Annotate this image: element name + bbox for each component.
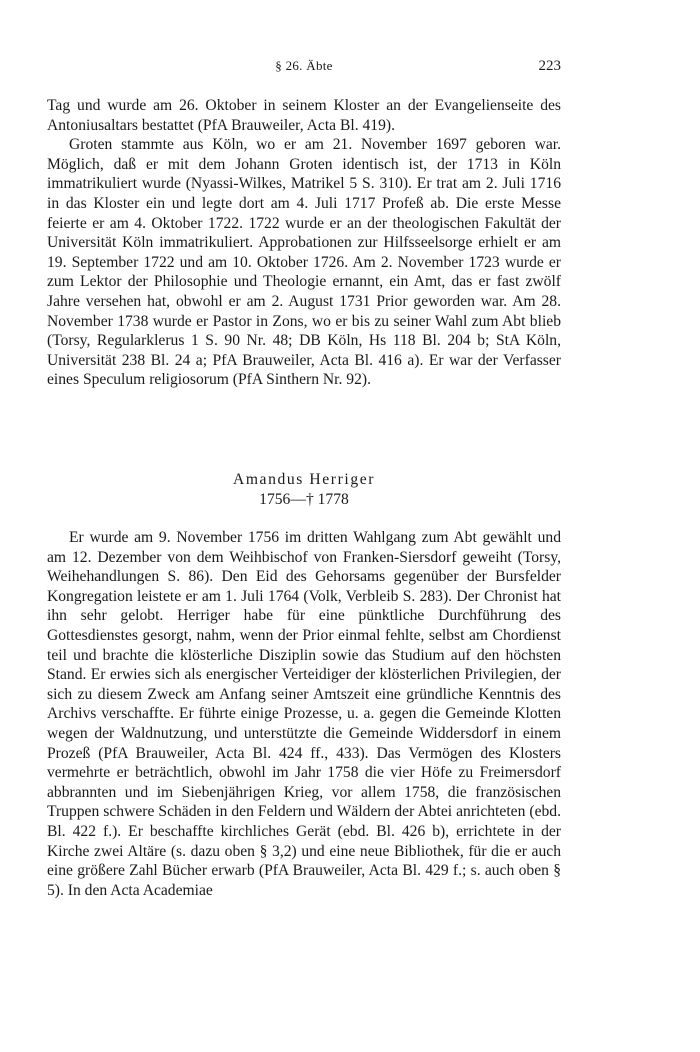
paragraph: Tag und wurde am 26. Oktober in seinem Kloster an der Evangelienseite des Antoniusaltars bestattet (PfA Brauweiler, Acta Bl. 419).: [47, 97, 561, 134]
page-number: 223: [538, 58, 561, 74]
abbot-dates: 1756—† 1778: [259, 491, 349, 508]
section-title: § 26. Äbte: [275, 58, 333, 73]
text-block-upper: [47, 96, 561, 390]
text-block-lower: [47, 528, 561, 900]
running-head: [47, 58, 561, 78]
abbot-name: Amandus Herriger: [232, 471, 376, 488]
paragraph: Groten stammte aus Köln, wo er am 21. November 1697 geboren war. Möglich, daß er mit dem Johann Groten identisch ist, der 1713 in Köln immatrikuliert wurde (Nyassi-Wilkes, Matrikel 5 S. 310). Er trat am 2. Juli 1716 in das Kloster ein und legte dort am 4. Juli 1717 Profeß ab. Die erste Messe feierte er am 4. Oktober 1722. 1722 wurde er an der theologischen Fakultät der Universität Köln immatrikuliert. Approbationen zur Hilfsseelsorge erhielt er am 19. September 1722 und am 10. Oktober 1726. Am 2. November 1723 wurde er zum Lektor der Philosophie und Theologie ernannt, ein Amt, das er fast zwölf Jahre versehen hat, obwohl er am 2. August 1731 Prior geworden war. Am 28. November 1738 wurde er Pastor in Zons, wo er bis zu seiner Wahl zum Abt blieb (Torsy, Regularklerus 1 S. 90 Nr. 48; DB Köln, Hs 118 Bl. 204 b; StA Köln, Universität 238 Bl. 24 a; PfA Brauweiler, Acta Bl. 416 a). Er war der Verfasser eines Speculum religiosorum (PfA Sinthern Nr. 92).: [47, 136, 561, 389]
paragraph: Er wurde am 9. November 1756 im dritten Wahlgang zum Abt gewählt und am 12. Dezember von dem Weihbischof von Franken-Siersdorf geweiht (Torsy, Weihehandlungen S. 86). Den Eid des Gehorsams gegenüber der Bursfelder Kongregation leistete er am 1. Juli 1764 (Volk, Verbleib S. 283). Der Chronist hat ihn sehr gelobt. Herriger habe für eine pünktliche Durchführung des Gottesdienstes gesorgt, nahm, wenn der Prior einmal fehlte, selbst am Chordienst teil und brachte die klösterliche Disziplin sowie das Studium auf den höchsten Stand. Er erwies sich als energischer Verteidiger der klösterlichen Privilegien, der sich zu diesem Zweck am Anfang seiner Amtszeit eine gründliche Kenntnis des Archivs verschaffte. Er führte einige Prozesse, u. a. gegen die Gemeinde Klotten wegen der Waldnutzung, und unterstützte die Gemeinde Widdersdorf in einem Prozeß (PfA Brauweiler, Acta Bl. 424 ff., 433). Das Vermögen des Klosters vermehrte er beträchtlich, obwohl im Jahr 1758 die vier Höfe zu Freimersdorf abbrannten und im Siebenjährigen Krieg, vor allem 1758, die französischen Truppen schwere Schäden in den Feldern und Wäldern der Abtei anrichteten (ebd. Bl. 422 f.). Er beschaffte kirchliches Gerät (ebd. Bl. 426 b), errichtete in der Kirche zwei Altäre (s. dazu oben § 3,2) und eine neue Bibliothek, für die er auch eine größere Zahl Bücher erwarb (PfA Brauweiler, Acta Bl. 429 f.; s. auch oben § 5). In den Acta Academiae: [47, 529, 561, 899]
abbot-heading: [47, 470, 561, 510]
